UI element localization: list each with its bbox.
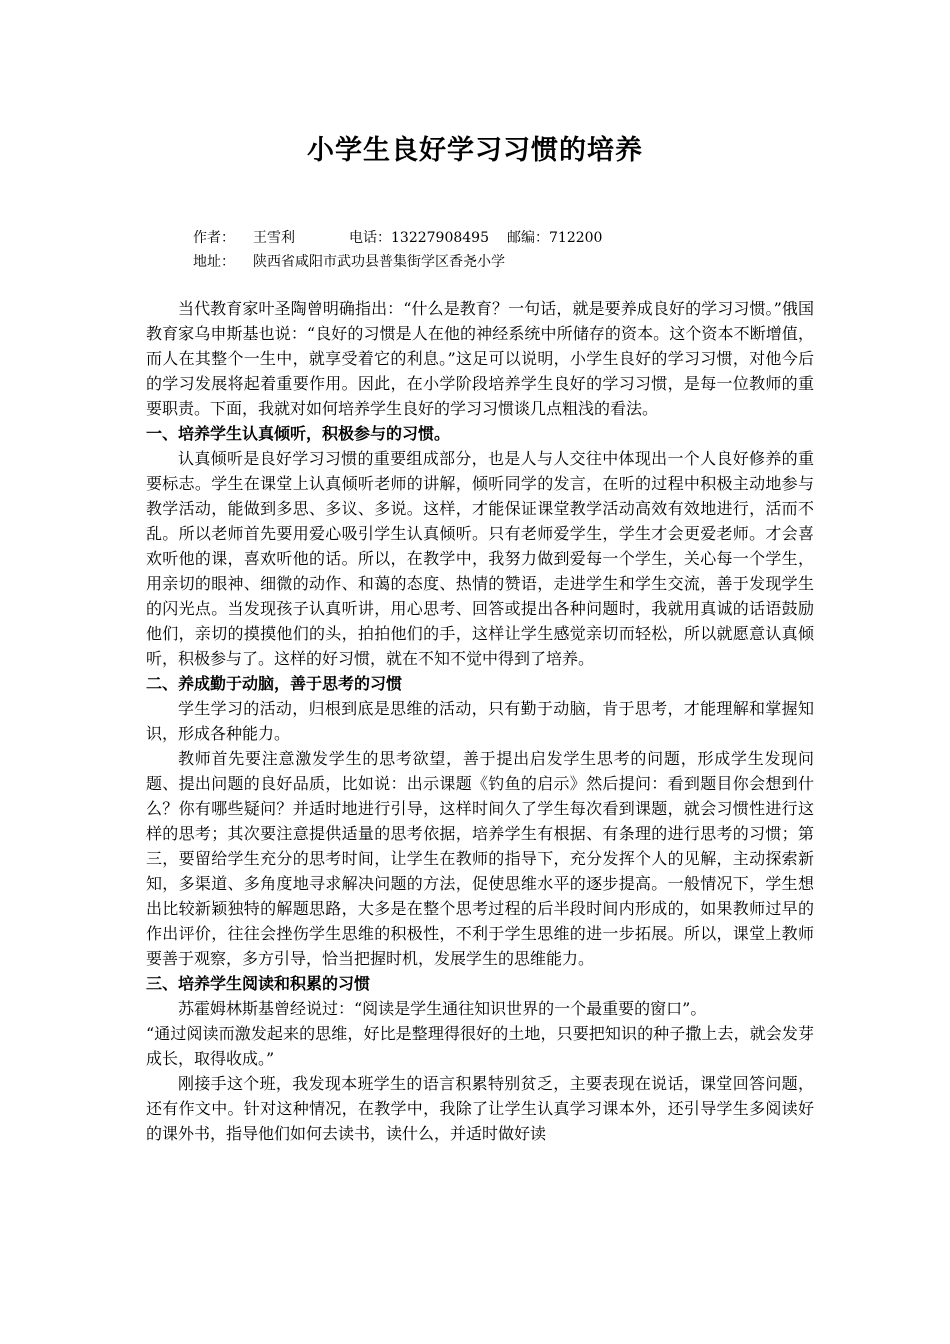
intro-paragraph: 当代教育家叶圣陶曾明确指出：“什么是教育？一句话，就是要养成良好的学习习惯。”俄国教育家乌申斯基也说：“良好的习惯是人在他的神经系统中所储存的资本。这个资本不断增值，而人在其整个一生中，就享受着它的利息。”这足可以说明，小学生良好的学习习惯，对他今后的学习发展将起着重要作用。因此，在小学阶段培养学生良好的学习习惯，是每一位教师的重要职责。下面，我就对如何培养学生良好的学习习惯谈几点粗浅的看法。: [146, 299, 814, 418]
phone-number: 13227908495: [391, 230, 489, 246]
section2-paragraph-1: 学生学习的活动，归根到底是思维的活动，只有勤于动脑，肯于思考，才能理解和掌握知识，形成各种能力。: [146, 699, 814, 743]
document-title: 小学生良好学习习惯的培养: [307, 135, 643, 166]
section-heading-1: 一、培养学生认真倾听，积极参与的习惯。: [146, 424, 451, 443]
author-name: 王雪利: [253, 230, 295, 246]
section3-paragraph-2: 刚接手这个班，我发现本班学生的语言积累特别贫乏，主要表现在说话，课堂回答问题，还有作文中。针对这种情况，在教学中，我除了让学生认真学习课本外，还引导学生多阅读好的课外书，指导他们如何去读书，读什么，并适时做好读: [146, 1074, 814, 1143]
article-body: [146, 296, 814, 1146]
section1-paragraph: 认真倾听是良好学习习惯的重要组成部分，也是人与人交往中体现出一个人良好修养的重要标志。学生在课堂上认真倾听老师的讲解，倾听同学的发言，在听的过程中积极主动地参与教学活动，能做到多思、多议、多说。这样，才能保证课堂教学活动高效有效地进行，活而不乱。所以老师首先要用爱心吸引学生认真倾听。只有老师爱学生，学生才会更爱老师。才会喜欢听他的课，喜欢听他的话。所以，在教学中，我努力做到爱每一个学生，关心每一个学生，用亲切的眼神、细微的动作、和蔼的态度、热情的赞语，走进学生和学生交流，善于发现学生的闪光点。当发现孩子认真听讲，用心思考、回答或提出各种问题时，我就用真诚的话语鼓励他们，亲切的摸摸他们的头，拍拍他们的手，这样让学生感觉亲切而轻松，所以就愿意认真倾听，积极参与了。这样的好习惯，就在不知不觉中得到了培养。: [146, 449, 814, 668]
author-label: 作者：: [193, 230, 235, 246]
section-heading-3: 三、培养学生阅读和积累的习惯: [146, 974, 371, 993]
address-text: 陕西省咸阳市武功县普集街学区香尧小学: [253, 254, 505, 270]
section-heading-2: 二、养成勤于动脑，善于思考的习惯: [146, 674, 403, 693]
author-info-row: [193, 226, 602, 250]
section3-quote-1: 苏霍姆林斯基曾经说过：“阅读是学生通往知识世界的一个最重要的窗口”。: [178, 999, 707, 1018]
address-info-row: [193, 250, 505, 274]
address-label: 地址：: [193, 254, 235, 270]
zip-code: 712200: [549, 230, 603, 246]
section2-paragraph-2: 教师首先要注意激发学生的思考欲望，善于提出启发学生思考的问题，形成学生发现问题、提出问题的良好品质，比如说：出示课题《钓鱼的启示》然后提问：看到题目你会想到什么？你有哪些疑问？并适时地进行引导，这样时间久了学生每次看到课题，就会习惯性进行这样的思考；其次要注意提供适量的思考依据，培养学生有根据、有条理的进行思考的习惯；第三，要留给学生充分的思考时间，让学生在教师的指导下，充分发挥个人的见解，主动探索新知，多渠道、多角度地寻求解决问题的方法，促使思维水平的逐步提高。一般情况下，学生想出比较新颖独特的解题思路，大多是在整个思考过程的后半段时间内形成的，如果教师过早的作出评价，往往会挫伤学生思维的积极性，不利于学生思维的进一步拓展。所以，课堂上教师要善于观察，多方引导，恰当把握时机，发展学生的思维能力。: [146, 749, 814, 968]
zip-label: 邮编：: [507, 230, 549, 246]
section3-quote-2: “通过阅读而激发起来的思维，好比是整理得很好的土地，只要把知识的种子撒上去，就会发芽成长，取得收成。”: [146, 1024, 814, 1068]
phone-label: 电话：: [349, 230, 391, 246]
